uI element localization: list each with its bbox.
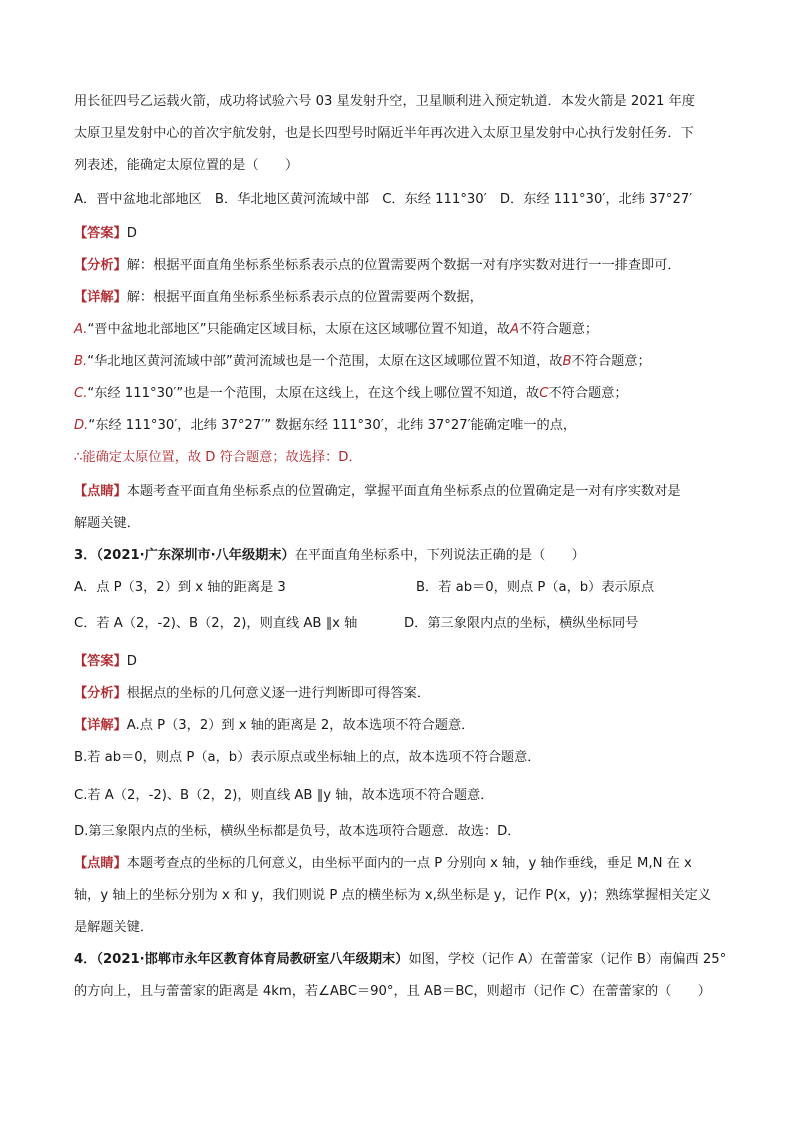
q3-detail-d: D.第三象限内点的坐标，横纵坐标都是负号，故本选项符合题意．故选：D．	[74, 824, 521, 839]
q2-detail	[74, 288, 734, 308]
answer-value: D	[126, 654, 137, 669]
comment-tag: 【点睛】	[74, 484, 127, 499]
q3-comment-line-3: 是解题关键．	[74, 920, 154, 935]
answer-tag: 【答案】	[74, 226, 127, 241]
analysis-tag: 【分析】	[74, 686, 127, 701]
option-ref-c: C	[539, 386, 549, 401]
comment-text: 本题考查平面直角坐标系点的位置确定，掌握平面直角坐标系点的位置确定是一对有序实数对是	[126, 484, 681, 499]
answer-value: D	[126, 226, 137, 241]
option-letter-d: D.	[74, 418, 89, 433]
q3-option-c: C．若 A（2，-2)、B（2，2)，则直线 AB ∥x 轴	[74, 616, 358, 631]
q2-stem-line-1: 用长征四号乙运载火箭，成功将试验六号 03 星发射升空，卫星顺利进入预定轨道．本发火箭是 2021 年度	[74, 94, 695, 109]
detail-a-text: “晋中盆地北部地区”只能确定区域目标，太原在这区域哪位置不知道，故	[87, 322, 510, 337]
q3-option-d: D．第三象限内点的坐标，横纵坐标同号	[404, 616, 639, 631]
q3-detail-a	[74, 716, 734, 736]
detail-c-text: “东经 111°30′”也是一个范围，太原在这线上，在这个线上哪位置不知道，故	[87, 386, 540, 401]
q3-detail-c: C.若 A（2，-2)、B（2，2)，则直线 AB ∥y 轴，故本选项不符合题意．	[74, 788, 494, 803]
comment-text: 本题考查点的坐标的几何意义，由坐标平面内的一点 P 分别向 x 轴，y 轴作垂线，垂足 M,N 在 x	[126, 856, 692, 871]
q3-stem	[74, 546, 734, 566]
detail-d-text: “东经 111°30′，北纬 37°27′” 数据东经 111°30′，北纬 37°27′能确定唯一的点，	[88, 418, 577, 433]
q4-number: 4．	[74, 952, 97, 967]
q2-conclusion: ∴能确定太原位置，故 D 符合题意；故选择：D．	[74, 450, 362, 465]
detail-tag: 【详解】	[74, 290, 127, 305]
detail-tag: 【详解】	[74, 718, 127, 733]
q4-stem-line-2: 的方向上，且与蕾蕾家的距离是 4km，若∠ABC＝90°，且 AB＝BC，则超市（记作 C）在蕾蕾家的（ ）	[74, 984, 711, 999]
comment-tag: 【点睛】	[74, 856, 127, 871]
analysis-text: 根据点的坐标的几何意义逐一进行判断即可得答案．	[126, 686, 431, 701]
q2-detail-c	[74, 384, 734, 404]
q3-detail-b: B.若 ab＝0，则点 P（a，b）表示原点或坐标轴上的点，故本选项不符合题意．	[74, 750, 541, 765]
option-letter-a: A.	[74, 322, 88, 337]
option-letter-b: B.	[74, 354, 88, 369]
analysis-tag: 【分析】	[74, 258, 127, 273]
detail-text: 解：根据平面直角坐标系坐标系表示点的位置需要两个数据，	[126, 290, 483, 305]
q3-source: （2021·广东深圳市·八年级期末）	[96, 548, 295, 563]
q2-analysis	[74, 256, 734, 276]
q4-stem-line-1	[74, 950, 734, 970]
q4-stem-text: 如图，学校（记作 A）在蕾蕾家（记作 B）南偏西 25°	[408, 952, 727, 967]
option-ref-b: B	[562, 354, 572, 369]
detail-b-text: “华北地区黄河流域中部”黄河流域也是一个范围，太原在这区域哪位置不知道，故	[87, 354, 563, 369]
q3-comment-line-1	[74, 854, 734, 874]
q2-detail-d	[74, 416, 734, 436]
q2-comment-line-1	[74, 482, 734, 502]
q3-option-a: A．点 P（3，2）到 x 轴的距离是 3	[74, 580, 286, 595]
q3-comment-line-2: 轴，y 轴上的坐标分别为 x 和 y，我们则说 P 点的横坐标为 x,纵坐标是 y，记作 P(x，y)；熟练掌握相关定义	[74, 888, 712, 903]
q3-options-row-1	[74, 578, 734, 598]
q2-comment-line-2: 解题关键．	[74, 516, 140, 531]
q3-answer	[74, 652, 734, 672]
q2-stem-line-3: 列表述，能确定太原位置的是（ ）	[74, 158, 299, 173]
detail-a-text: A.点 P（3，2）到 x 轴的距离是 2，故本选项不符合题意．	[126, 718, 475, 733]
analysis-text: 解：根据平面直角坐标系坐标系表示点的位置需要两个数据一对有序实数对进行一一排查即可．	[126, 258, 681, 273]
q3-analysis	[74, 684, 734, 704]
q2-stem-line-2: 太原卫星发射中心的首次宇航发射，也是长四型号时隔近半年再次进入太原卫星发射中心执行发射任务．下	[74, 126, 694, 141]
q2-detail-b	[74, 352, 734, 372]
q2-answer	[74, 224, 734, 244]
q2-detail-a	[74, 320, 734, 340]
q2-options: A．晋中盆地北部地区 B．华北地区黄河流域中部 C．东经 111°30′ D．东经 111°30′，北纬 37°27′	[74, 192, 693, 207]
q3-options-row-2	[74, 614, 734, 634]
option-letter-c: C.	[74, 386, 88, 401]
q3-stem-text: 在平面直角坐标系中，下列说法正确的是（ ）	[294, 548, 585, 563]
q3-option-b: B．若 ab＝0，则点 P（a，b）表示原点	[416, 580, 655, 595]
detail-c-end: 不符合题意；	[548, 386, 628, 401]
q4-source: （2021·邯郸市永年区教育体育局教研室八年级期末）	[96, 952, 409, 967]
option-ref-a: A	[509, 322, 519, 337]
detail-a-end: 不符合题意；	[518, 322, 599, 337]
answer-tag: 【答案】	[74, 654, 127, 669]
detail-b-end: 不符合题意；	[571, 354, 651, 369]
q3-number: 3．	[74, 548, 97, 563]
